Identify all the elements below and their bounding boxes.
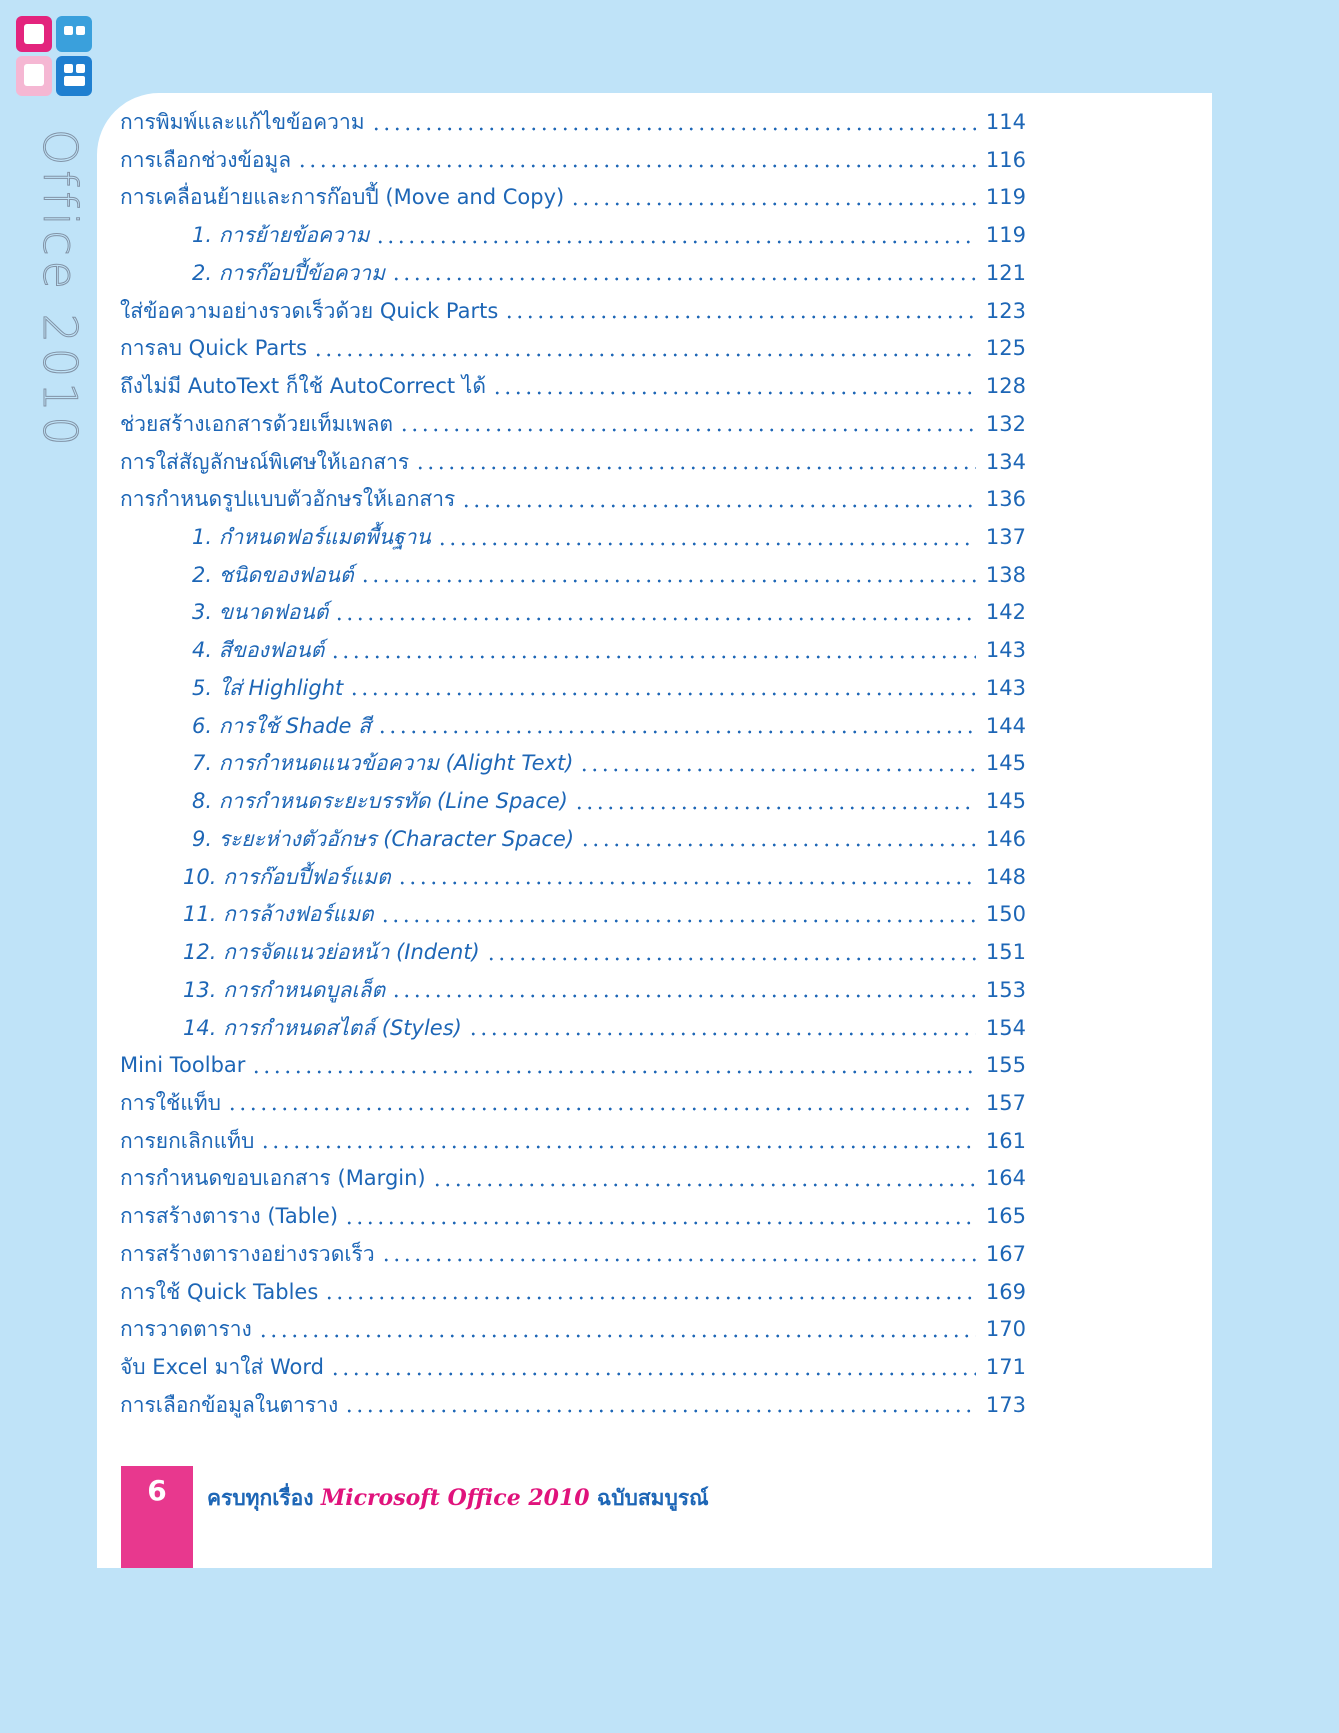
toc-entry [192,220,1026,251]
toc-leader-dots [330,1372,976,1376]
footer-title-suffix: ฉบับสมบูรณ์ [596,1486,709,1510]
toc-leader-dots [415,466,976,470]
toc-leader-dots [391,277,976,281]
toc-entry [120,1352,1026,1383]
toc-entry [120,1314,1026,1345]
toc-entry [120,484,1026,515]
toc-entry [192,711,1026,742]
toc-entry-label: การพิมพ์และแก้ไขข้อความ [120,110,365,134]
toc-entry-page: 151 [985,940,1026,965]
toc-entry-page: 153 [985,977,1026,1002]
toc-entry-page: 143 [985,675,1026,700]
toc-entry-label: ใส่ข้อความอย่างรวดเร็วด้วย Quick Parts [120,298,499,323]
toc-leader-dots [377,730,976,734]
toc-leader-dots [579,768,975,772]
toc-entry [120,1050,1026,1081]
toc-entry-label: 10. การก๊อบปี้ฟอร์แมต [183,864,391,889]
toc-entry [192,635,1026,666]
toc-leader-dots [397,881,976,885]
toc-entry [183,899,1026,930]
toc-entry [120,371,1026,402]
toc-entry-page: 132 [985,411,1026,436]
toc-entry-label: 7. การกำหนดแนวข้อความ (Alight Text) [192,751,574,776]
toc-leader-dots [251,1070,976,1074]
toc-entry-label: 5. ใส่ Highlight [192,675,344,700]
toc-entry-label: 14. การกำหนดสไตล์ (Styles) [183,1015,462,1040]
toc-leader-dots [504,315,976,319]
toc-entry-label: 1. กำหนดฟอร์แมตพื้นฐาน [192,525,431,550]
toc-entry-page: 138 [985,562,1026,587]
toc-entry-page: 161 [985,1128,1026,1153]
toc-entry-label: การสร้างตาราง (Table) [120,1204,339,1229]
toc-leader-dots [380,919,976,923]
toc-entry-page: 136 [985,487,1026,512]
toc-entry-label: การยกเลิกแท็บ [120,1128,255,1153]
toc-entry [183,975,1026,1006]
toc-leader-dots [375,240,976,244]
toc-leader-dots [344,1221,976,1225]
toc-entry [120,333,1026,364]
toc-leader-dots [391,994,976,998]
toc-entry [183,1013,1026,1044]
vertical-product-title: Office 2010 [33,129,87,451]
toc-entry-label: การเลือกข้อมูลในตาราง [120,1392,339,1417]
toc-entry-page: 170 [985,1317,1026,1342]
toc-entry-page: 146 [985,826,1026,851]
toc-entry [192,824,1026,855]
toc-entry-label: 6. การใช้ Shade สี [192,713,371,738]
toc-leader-dots [260,1145,976,1149]
toc-entry [120,145,1026,176]
toc-entry-label: 4. สีของฟอนต์ [192,638,325,663]
toc-entry-label: ถึงไม่มี AutoText ก็ใช้ AutoCorrect ได้ [120,374,486,399]
toc-entry-label: 1. การย้ายข้อความ [192,223,370,248]
toc-entry-page: 119 [985,223,1026,248]
toc-entry [120,1126,1026,1157]
toc-entry [192,673,1026,704]
toc-entry-label: การใช้ Quick Tables [120,1279,319,1304]
toc-entry [192,258,1026,289]
toc-entry-label: การใช้แท็บ [120,1090,222,1115]
toc-entry-page: 164 [985,1166,1026,1191]
toc-entry-page: 128 [985,374,1026,399]
toc-entry-page: 142 [985,600,1026,625]
footer-page-number: 6 [147,1474,167,1507]
toc-entry [192,522,1026,553]
toc-entry [120,1390,1026,1421]
toc-entry-label: การกำหนดขอบเอกสาร (Margin) [120,1166,426,1191]
toc-entry-label: 8. การกำหนดระยะบรรทัด (Line Space) [192,789,568,814]
toc-entry [120,447,1026,478]
toc-entry-page: 114 [985,110,1026,134]
toc-entry [120,1277,1026,1308]
toc-entry [120,1088,1026,1119]
toc-leader-dots [330,655,976,659]
toc-entry-page: 125 [985,336,1026,361]
toc-leader-dots [437,542,976,546]
toc-leader-dots [580,843,976,847]
footer-book-title [207,1482,709,1515]
toc-entry-page: 167 [985,1241,1026,1266]
toc-entry-page: 150 [985,902,1026,927]
toc-leader-dots [344,1409,976,1413]
toc-leader-dots [349,692,976,696]
toc-entry-label: 2. ชนิดของฟอนต์ [192,562,354,587]
toc-leader-dots [574,806,976,810]
toc-entry-page: 145 [985,789,1026,814]
toc-leader-dots [297,164,976,168]
toc-entry-page: 154 [985,1015,1026,1040]
toc-entry-label: Mini Toolbar [120,1053,246,1078]
toc-entry-label: การใส่สัญลักษณ์พิเศษให้เอกสาร [120,449,410,474]
toc-entry-label: 3. ขนาดฟอนต์ [192,600,329,625]
toc-entry-page: 173 [985,1392,1026,1417]
toc-entry-label: 11. การล้างฟอร์แมต [183,902,374,927]
toc-entry-label: 2. การก๊อบปี้ข้อความ [192,260,385,285]
toc-leader-dots [399,428,976,432]
toc-leader-dots [324,1296,976,1300]
toc-leader-dots [381,1258,976,1262]
toc-entry [120,1239,1026,1270]
toc-leader-dots [492,391,976,395]
toc-leader-dots [334,617,976,621]
toc-entry-page: 148 [985,864,1026,889]
toc-entry [192,748,1026,779]
toc-entry-label: 9. ระยะห่างตัวอักษร (Character Space) [192,826,575,851]
toc-entry-page: 145 [985,751,1026,776]
toc-entry-page: 157 [985,1090,1026,1115]
toc-entry [120,409,1026,440]
toc-entry [192,560,1026,591]
toc-entry-label: การวาดตาราง [120,1317,252,1342]
toc-entry-page: 134 [985,449,1026,474]
toc-entry-page: 155 [985,1053,1026,1078]
toc-leader-dots [313,353,976,357]
toc-entry [120,107,1026,138]
toc-entry-page: 165 [985,1204,1026,1229]
toc-leader-dots [468,1032,976,1036]
toc-entry [192,786,1026,817]
toc-entry-label: การกำหนดรูปแบบตัวอักษรให้เอกสาร [120,487,456,512]
toc-leader-dots [570,202,976,206]
toc-entry-page: 121 [985,260,1026,285]
toc-entry-label: จับ Excel มาใส่ Word [120,1355,324,1380]
toc-leader-dots [371,127,976,131]
toc-entry-page: 171 [985,1355,1026,1380]
toc-leader-dots [432,1183,976,1187]
toc-entry-page: 137 [985,525,1026,550]
toc-entry-page: 169 [985,1279,1026,1304]
toc-entry [120,1201,1026,1232]
toc-entry [192,597,1026,628]
toc-leader-dots [258,1334,976,1338]
toc-leader-dots [360,579,976,583]
footer-title-brand: Microsoft Office 2010 [320,1485,590,1511]
toc-entry [120,296,1026,327]
toc-entry [120,182,1026,213]
toc-entry [120,1163,1026,1194]
toc-entry-page: 123 [985,298,1026,323]
toc-entry-label: การเคลื่อนย้ายและการก๊อบปี้ (Move and Copy) [120,185,565,210]
toc-leader-dots [461,504,976,508]
toc-entry [183,862,1026,893]
toc-entry-page: 119 [985,185,1026,210]
footer-title-prefix: ครบทุกเรื่อง [207,1486,314,1510]
toc-entry-label: ช่วยสร้างเอกสารด้วยเท็มเพลต [120,411,394,436]
toc-leader-dots [227,1107,976,1111]
toc-entry-label: 13. การกำหนดบูลเล็ต [183,977,386,1002]
toc-entry [183,937,1026,968]
toc-entry-label: การเลือกช่วงข้อมูล [120,147,292,172]
toc-entry-label: การลบ Quick Parts [120,336,308,361]
toc-entry-page: 116 [985,147,1026,172]
toc-entry-label: 12. การจัดแนวย่อหน้า (Indent) [183,940,480,965]
toc-entry-label: การสร้างตารางอย่างรวดเร็ว [120,1241,375,1266]
toc-entry-page: 143 [985,638,1026,663]
toc-leader-dots [486,957,976,961]
toc-entry-page: 144 [985,713,1026,738]
